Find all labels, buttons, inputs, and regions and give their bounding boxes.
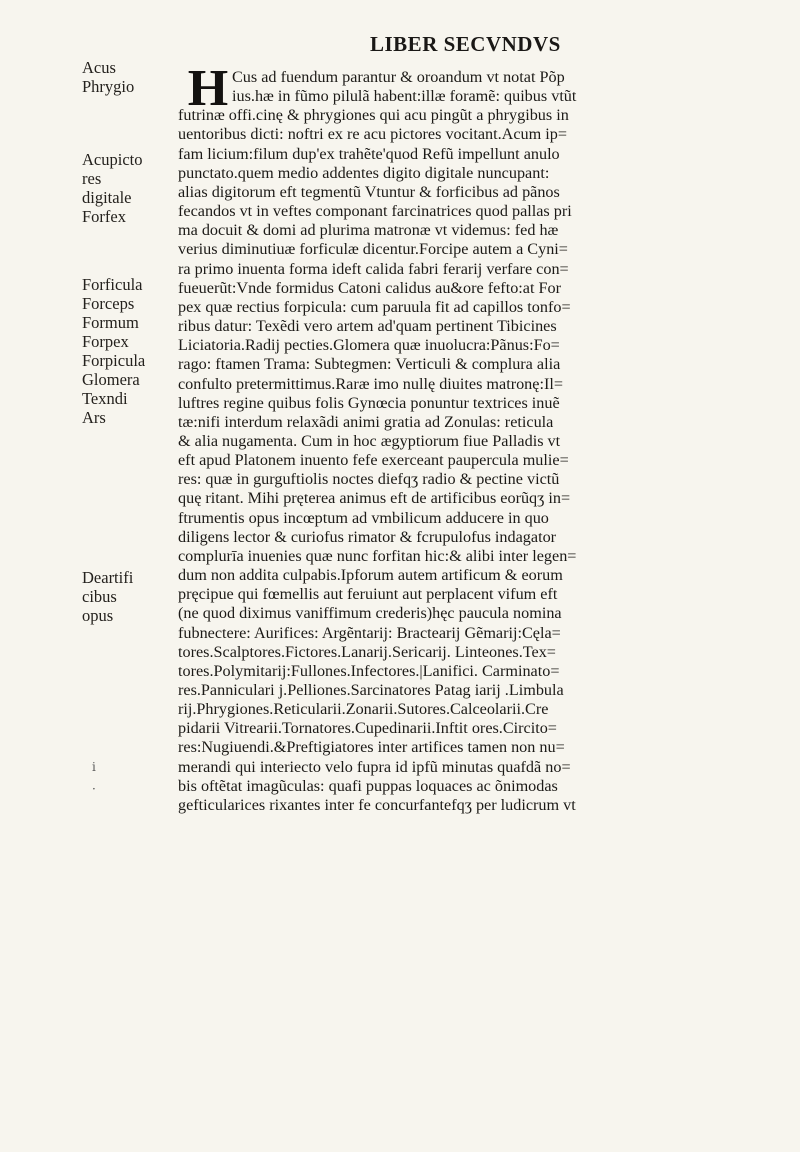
text-line: diligens lector & curiofus rimator & fcrupulofus indagator (178, 527, 557, 546)
margin-note: Forficula (82, 275, 143, 294)
margin-note: res (82, 169, 102, 188)
margin-note: cibus (82, 587, 117, 606)
margin-note: Phrygio (82, 77, 135, 96)
text-line: ftrumentis opus incœptum ad vmbilicum adducere in quo (178, 508, 549, 527)
text-line: tores.Polymitarij:Fullones.Infectores.|Lanifici. Carminato= (178, 661, 560, 680)
text-line: ra primo inuenta forma ideft calida fabri ferarij verfare con= (178, 259, 569, 278)
text-line: ma docuit & domi ad plurima matronæ vt videmus: fed hæ (178, 221, 559, 240)
text-line: fecandos vt in veftes componant farcinatrices quod pallas pri (178, 202, 572, 221)
text-line: rij.Phrygiones.Reticularii.Zonarii.Sutores.Calceolarii.Cre (178, 700, 549, 719)
text-line: pex quæ rectius forpicula: cum paruula fit ad capillos tonfo= (178, 297, 571, 316)
text-line: merandi qui interiecto velo fupra id ipfũ minutas quafdã no= (178, 757, 571, 776)
margin-note: opus (82, 606, 114, 625)
text-line: eft apud Platonem inuento fefe exerceant paupercula mulie= (178, 451, 569, 470)
decorated-initial: H (187, 60, 229, 117)
text-line: rago: ftamen Trama: Subtegmen: Verticuli & complura alia (178, 355, 561, 374)
margin-note: Forpex (82, 332, 129, 351)
margin-note: Forfex (82, 207, 126, 226)
text-line: verius diminutiuæ forficulæ dicentur.Forcipe autem a Cyni= (178, 240, 568, 259)
text-line: pidarii Vitrearii.Tornatores.Cupedinarii.Inftit ores.Circito= (178, 719, 557, 738)
margin-note: Forceps (82, 294, 135, 313)
marginal-notes-acus (82, 58, 182, 96)
margin-note: Glomera (82, 370, 140, 389)
text-line: res:Nugiuendi.&Preftigiatores inter artifices tamen non nu= (178, 738, 565, 757)
text-line: fubnectere: Aurifices: Argẽntarij: Bractearij Gẽmarij:Cęla= (178, 623, 561, 642)
text-line: ius.hæ in fũmo pilulã habent:illæ foramẽ: quibus vtũt (232, 87, 577, 106)
text-line: tæ:nifi interdum relaxãdi animi gratia ad Zonulas: reticula (178, 412, 554, 431)
text-line: dum non addita culpabis.Ipforum autem artificum & eorum (178, 566, 563, 585)
text-line: tores.Scalptores.Fictores.Lanarij.Sericarij. Linteones.Tex= (178, 642, 556, 661)
text-line: bis oftẽtat imagũculas: quafi puppas loquaces ac õnimodas (178, 776, 558, 795)
margin-note: Acupicto (82, 150, 143, 169)
margin-note: Forpicula (82, 351, 146, 370)
margin-note: Formum (82, 313, 139, 332)
margin-note: Texndi (82, 389, 128, 408)
text-line: Liciatoria.Radij pecties.Glomera quæ inuolucra:Pãnus:Fo= (178, 336, 560, 355)
text-line: alias digitorum eft tegmentũ Vtuntur & forficibus ad pãnos (178, 182, 560, 201)
text-line: quę ritant. Mihi pręterea animus eft de artificibus eorũqʒ in= (178, 489, 571, 508)
text-line: complurīa inuenies quæ nunc forfitan hic:& alibi inter legen= (178, 546, 577, 565)
text-line: gefticularices rixantes inter fe concurfantefqʒ per ludicrum vt (178, 795, 576, 814)
text-line: res: quæ in gurguftiolis noctes diefqʒ radio & pectine victũ (178, 470, 560, 489)
text-line: punctato.quem medio addentes digito digitale nuncupant: (178, 163, 550, 182)
running-head: LIBER SECVNDVS (370, 32, 561, 56)
text-line: fam licium:filum dup'ex trahẽte'quod Refũ impellunt anulo (178, 144, 560, 163)
text-line: pręcipue qui fœmellis aut feruiunt aut perplacent vifum eft (178, 585, 558, 604)
text-line: fueuerũt:Vnde formidus Catoni calidus au&ore fefto:at For (178, 278, 561, 297)
marginal-notes-de-artificibus (82, 568, 182, 625)
margin-note: digitale (82, 188, 132, 207)
stray-mark: · (92, 782, 96, 796)
text-line: res.Panniculari j.Pelliones.Sarcinatores Patag iarij .Limbula (178, 681, 564, 699)
body-text (178, 60, 778, 815)
marginal-notes-acupictores (82, 150, 182, 226)
text-line: luftres regine quibus folis Gynœcia ponuntur textrices inuẽ (178, 393, 560, 412)
text-line: ribus datur: Texẽdi vero artem ad'quam pertinent Tibicines (178, 317, 557, 336)
text-line: futrinæ offi.cinę & phrygiones qui acu pingũt a phrygibus in (178, 106, 569, 125)
marginal-notes-forficula (82, 275, 182, 427)
text-line: & alia nugamenta. Cum in hoc ægyptiorum fiue Palladis vt (178, 431, 561, 450)
stray-mark: i (92, 760, 96, 774)
margin-note: Acus (82, 58, 116, 77)
margin-note: Deartifi (82, 568, 134, 587)
text-line: (ne quod diximus vaniffimum crederis)hęc paucula nomina (178, 604, 562, 623)
text-line: uentoribus dicti: noftri ex re acu pictores vocitant.Acum ip= (178, 125, 567, 144)
text-line: confulto pretermittimus.Raræ imo nullę diuites matronę:Il= (178, 374, 563, 393)
margin-note: Ars (82, 408, 106, 427)
text-line: Cus ad fuendum parantur & oroandum vt notat Põp (232, 68, 565, 86)
